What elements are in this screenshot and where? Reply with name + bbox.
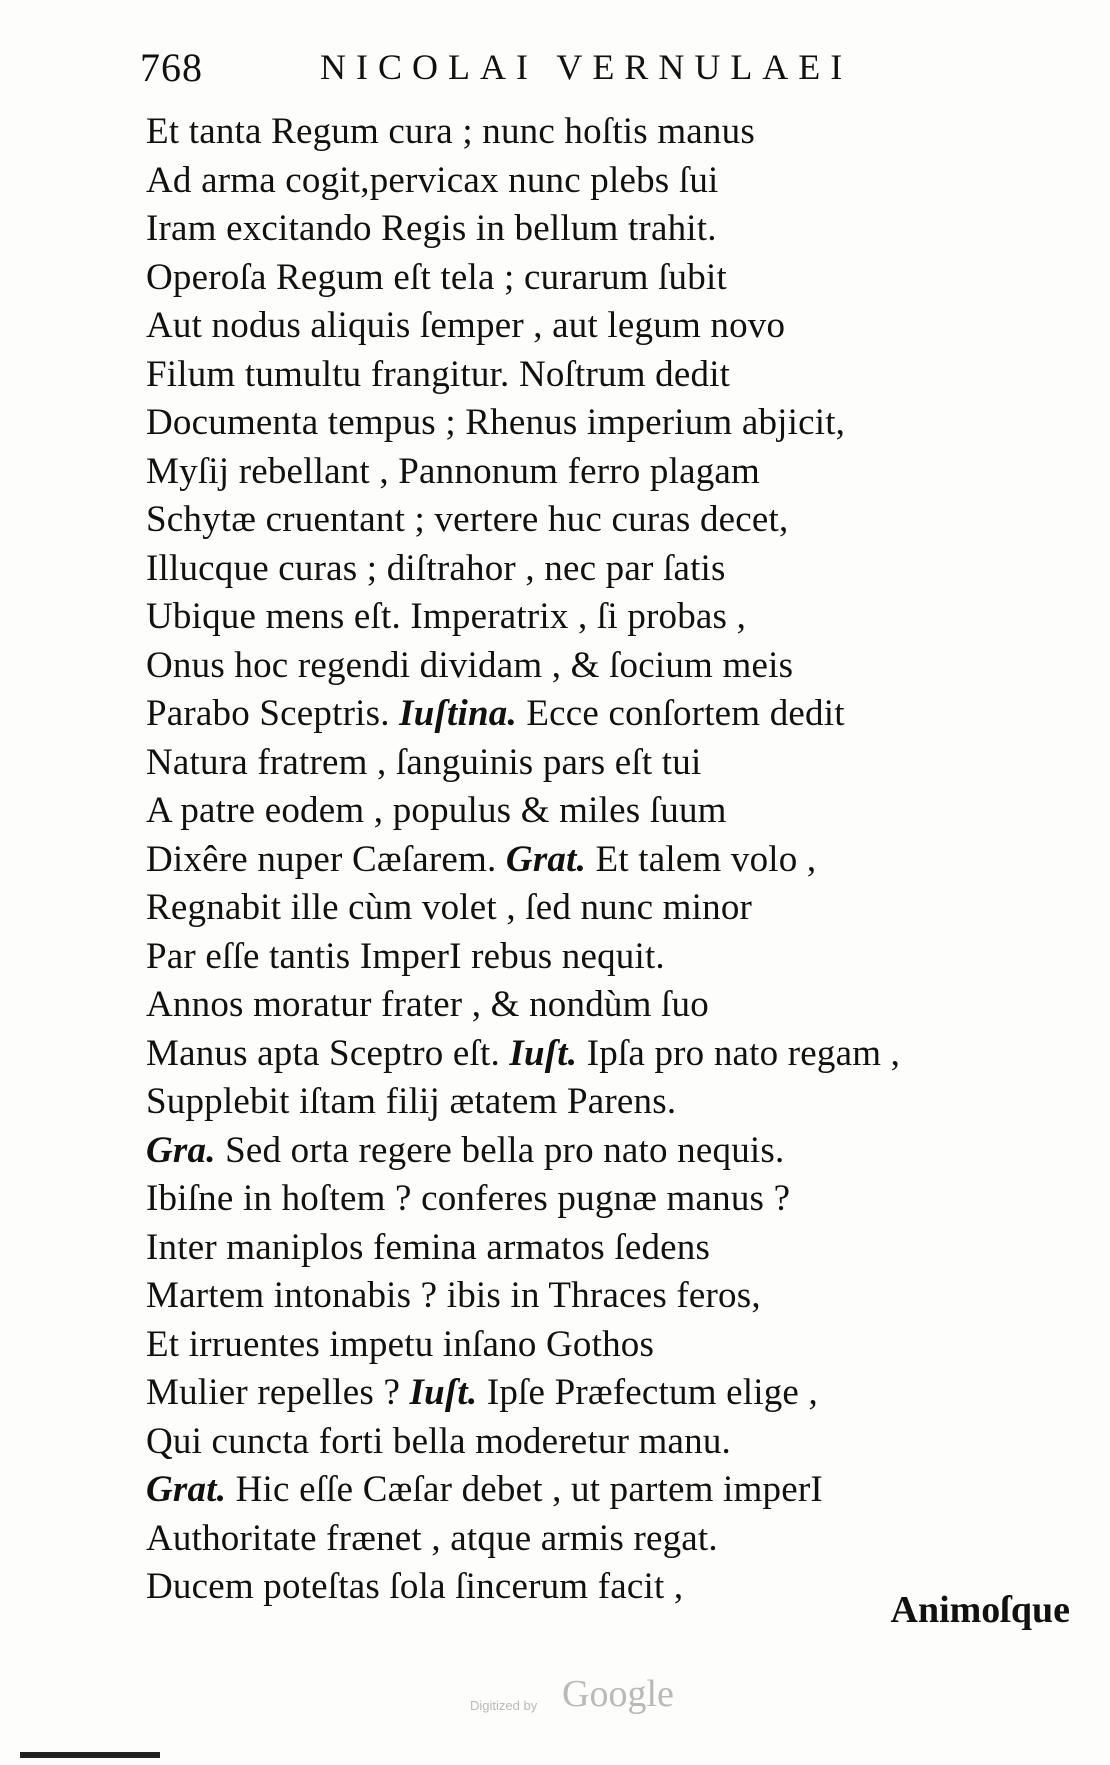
verse-line	[146, 1515, 1066, 1564]
line-text: Natura fratrem , ſanguinis pars eſt tui	[146, 741, 702, 783]
line-text: Dixêre nuper Cæſarem.	[146, 838, 497, 880]
line-text: Manus apta Sceptro eſt.	[146, 1032, 500, 1074]
verse-line	[146, 1369, 1066, 1418]
verse-line	[146, 399, 1066, 448]
verse-line	[146, 981, 1066, 1030]
verse-line	[146, 1078, 1066, 1127]
verse-line	[146, 1127, 1066, 1176]
verse-line	[146, 157, 1066, 206]
line-text: Hic eſſe Cæſar debet , ut partem imperI	[235, 1469, 823, 1510]
line-text: Illucque curas ; diſtrahor , nec par ſatis	[146, 547, 726, 589]
verse-line	[146, 593, 1066, 642]
verse-line	[146, 448, 1066, 497]
page-number: 768	[140, 45, 203, 90]
verse-line	[146, 1224, 1066, 1273]
verse-line	[146, 1030, 1066, 1079]
verse-line	[146, 254, 1066, 303]
line-text: Aut nodus aliquis ſemper , aut legum novo	[146, 305, 786, 346]
line-text: Ubique mens eſt. Imperatrix , ſi probas ,	[146, 596, 747, 637]
line-text: Ducem poteſtas ſola ſincerum facit ,	[146, 1566, 684, 1607]
speaker-label: Iuſt.	[509, 1032, 578, 1074]
line-text: Martem intonabis ? ibis in Thraces feros,	[146, 1275, 761, 1316]
verse-line	[146, 545, 1066, 594]
verse-line	[146, 302, 1066, 351]
line-text: Inter maniplos femina armatos ſedens	[146, 1226, 711, 1268]
speaker-label: Grat.	[505, 838, 587, 880]
verse-line	[146, 1272, 1066, 1321]
verse-line	[146, 1466, 1066, 1515]
verse-line	[146, 642, 1066, 691]
line-text: Operoſa Regum eſt tela ; curarum ſubit	[146, 256, 727, 298]
speaker-label: Iuſt.	[409, 1372, 478, 1413]
verse-line	[146, 496, 1066, 545]
line-text: Qui cuncta forti bella moderetur manu.	[146, 1420, 732, 1462]
line-text: Annos moratur frater , & nondùm ſuo	[146, 984, 709, 1025]
line-text: Regnabit ille cùm volet , ſed nunc minor	[146, 887, 753, 928]
verse-line	[146, 205, 1066, 254]
line-text: Et talem volo ,	[595, 838, 817, 880]
line-text: Mulier repelles ?	[146, 1372, 401, 1413]
line-text: Iram excitando Regis in bellum trahit.	[146, 208, 717, 249]
verse-line	[146, 787, 1066, 836]
line-text: Sed orta regere bella pro nato nequis.	[225, 1129, 785, 1171]
watermark-prefix: Digitized by	[470, 1698, 538, 1713]
line-text: Myſij rebellant , Pannonum ferro plagam	[146, 450, 761, 492]
speaker-label: Grat.	[146, 1469, 227, 1510]
verse-line	[146, 1175, 1066, 1224]
catchword: Animoſque	[890, 1589, 1070, 1631]
line-text: Ipſa pro nato regam ,	[586, 1032, 901, 1074]
line-text: Et irruentes impetu inſano Gothos	[146, 1323, 655, 1365]
line-text: Filum tumultu frangitur. Noſtrum dedit	[146, 353, 731, 395]
verse-line	[146, 933, 1066, 982]
digitization-watermark	[470, 1672, 710, 1722]
running-head: NICOLAI VERNULAEI	[320, 47, 853, 87]
speaker-label: Gra.	[146, 1129, 216, 1171]
line-text: Par eſſe tantis ImperI rebus nequit.	[146, 935, 665, 977]
verse-line	[146, 690, 1066, 739]
line-text: Et tanta Regum cura ; nunc hoſtis manus	[146, 111, 755, 152]
verse-line	[146, 108, 1066, 157]
line-text: Ibiſne in hoſtem ? conferes pugnæ manus ?	[146, 1178, 791, 1219]
line-text: Onus hoc regendi dividam , & ſocium meis	[146, 644, 794, 686]
line-text: A patre eodem , populus & miles ſuum	[146, 790, 727, 831]
verse-line	[146, 884, 1066, 933]
line-text: Authoritate frænet , atque armis regat.	[146, 1517, 718, 1559]
verse-line	[146, 351, 1066, 400]
verse-line	[146, 739, 1066, 788]
line-text: Ecce conſortem dedit	[526, 693, 845, 734]
speaker-label: Iuſtina.	[399, 693, 517, 734]
verse-text	[146, 108, 1066, 1612]
line-text: Schytæ cruentant ; vertere huc curas decet,	[146, 499, 789, 540]
line-text: Supplebit iſtam filij ætatem Parens.	[146, 1081, 677, 1122]
line-text: Ad arma cogit,pervicax nunc plebs ſui	[146, 159, 719, 201]
page-edge-mark	[20, 1752, 160, 1758]
line-text: Ipſe Præfectum elige ,	[486, 1372, 818, 1413]
line-text: Documenta tempus ; Rhenus imperium abjicit,	[146, 402, 846, 443]
line-text: Parabo Sceptris.	[146, 693, 390, 734]
verse-line	[146, 1321, 1066, 1370]
verse-line	[146, 836, 1066, 885]
page-header	[140, 44, 900, 100]
verse-line	[146, 1418, 1066, 1467]
google-logo: Google	[562, 1673, 674, 1715]
